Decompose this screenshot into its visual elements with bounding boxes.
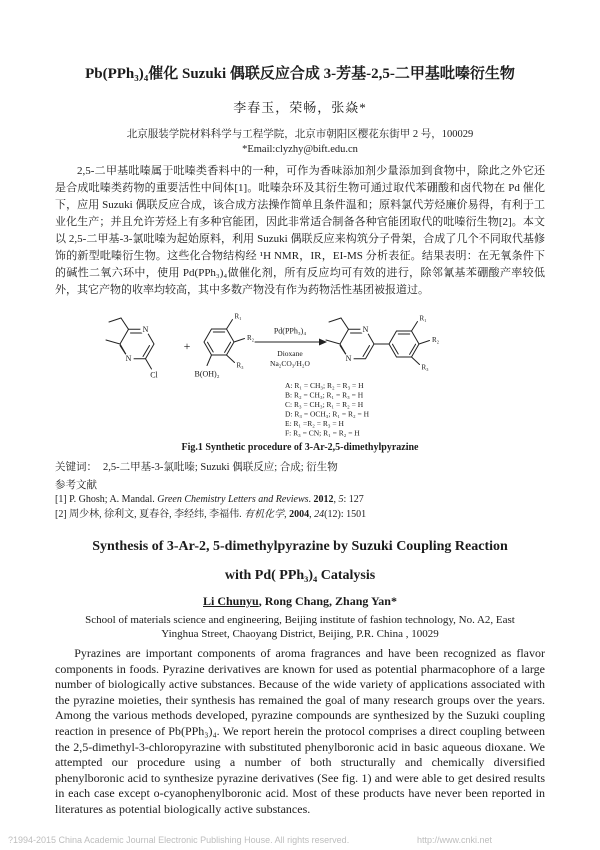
condition-a: A: R₁ = CH₃; R₂ = R₃ = H xyxy=(285,381,364,390)
ref-authors: [1] P. Ghosh; A. Mandal. xyxy=(55,494,158,505)
paper-title-en xyxy=(55,532,545,590)
authors-rest: , Rong Chang, Zhang Yan* xyxy=(258,594,397,608)
nitrogen-label: N xyxy=(142,324,149,334)
catalyst-label: Pd(PPh₃)₄ xyxy=(273,326,307,336)
reaction-arrow xyxy=(255,327,327,369)
r1-label: R₁ xyxy=(419,314,427,323)
references-heading: 参考文献 xyxy=(55,480,97,491)
condition-b: B: R₂ = CH₃; R₁ = R₃ = H xyxy=(285,390,364,400)
authors-zh: 李春玉，荣畅，张焱* xyxy=(233,100,367,115)
condition-e: E: R₁ =R₂ = R₃ = H xyxy=(285,419,344,428)
plus-sign: + xyxy=(183,339,191,353)
ref-journal: Green Chemistry Letters and Reviews xyxy=(157,494,309,505)
footer-url: http://www.cnki.net xyxy=(416,835,492,845)
condition-f: F: R₃ = CN; R₁ = R₂ = H xyxy=(285,428,360,438)
reference-item xyxy=(55,492,545,507)
nitrogen-label: N xyxy=(125,354,132,364)
ref-authors: [2] 周少林, 徐利文, 夏春谷, 李经纬, 李福伟. xyxy=(55,509,245,520)
author-first: Li Chunyu xyxy=(203,594,259,608)
figure-caption: Fig.1 Synthetic procedure of 3-Ar-2,5-dimethylpyrazine xyxy=(181,442,419,453)
abstract-en: Pyrazines are important components of aroma fragrances and have been recognized as flavor components in foods. Pyrazine derivatives are known for used as potential pharmacophore of a large number of biologically active substances. Because of the wide variety of applications associated with the pyrazine moieties, their synthesis has remained the goal of many research groups over the years. Among the various methods developed, pyrazine compounds are synthesized by the Suzuki coupling reaction in presence of Pb(PPh₃)₄. We report herein the protocol comprises a direct coupling between the 2,5-dimethyl-3-chloropyrazine with substituted phenylboronic acid in basic aqueous dioxane. We attempted our procedure using a number of both structurally and chemically diversified phenylboronic acid to synthesize pyrazine derivatives (See fig. 1) and were able to get desired results in each case except o-cyanophenylboronic acid. Most of these products have never been reported in literatures as potential biologically active substances. xyxy=(55,646,545,816)
condition-c: C: R₃ = CH₃; R₁ = R₂ = H xyxy=(285,400,364,409)
reaction-figure xyxy=(55,304,545,442)
solvent-label: Dioxane xyxy=(277,349,303,358)
footer-copyright: ?1994-2015 China Academic Journal Electronic Publishing House. All rights reserved. xyxy=(8,835,350,845)
ref-separator: , xyxy=(333,494,339,505)
r2-label: R₂ xyxy=(247,334,255,342)
product-structure xyxy=(326,315,440,372)
nitrogen-label: N xyxy=(362,324,369,334)
ref-volume: 5 xyxy=(338,494,344,505)
r3-label: R₃ xyxy=(421,363,429,372)
ref-year: 2004 xyxy=(289,509,310,520)
paper-title-zh: Pb(PPh₃)₄催化 Suzuki 偶联反应合成 3-芳基-2,5-二甲基吡嗪衍生物 xyxy=(85,66,515,82)
substituent-legend xyxy=(285,381,370,438)
reactant-pyrazine-structure xyxy=(106,318,159,380)
base-label: Na₂CO₃/H₂O xyxy=(270,359,310,368)
affiliation-zh: 北京服装学院材料科学与工程学院，北京市朝阳区樱花东街甲 2 号，100029 xyxy=(126,129,474,140)
email-line: *Email:clyzhy@bift.edu.cn xyxy=(242,144,358,155)
ref-pages: : 127 xyxy=(343,494,364,505)
title-en-line2: with Pd( PPh₃)₄ Catalysis xyxy=(224,568,376,583)
reference-item xyxy=(55,507,545,522)
phenylboronic-acid-structure xyxy=(194,313,254,379)
keywords-line xyxy=(55,459,545,474)
ref-pages: (12): 1501 xyxy=(324,509,367,520)
keywords-label: 关键词： xyxy=(55,462,97,473)
boronic-acid-label: B(OH)₂ xyxy=(194,369,220,379)
abstract-zh: 2,5-二甲基吡嗪属于吡嗪类香料中的一种，可作为香味添加剂少量添加到食物中，除此之外它还是合成吡嗪类药物的重要活性中间体[1]。吡嗪杂环及其衍生物可通过取代苯硼酸和卤代物在 Pd 催化下，应用 Suzuki 偶联反应合成，该合成方法操作简单且条件温和；原料氯代芳烃廉价易得，有利于工业化生产；并且允许芳烃上有多种官能团，因此非常适合制备各种官能团取代的吡嗪衍生物[2]。本文以 2,5-二甲基-3-氯吡嗪为起始原料，利用 Suzuki 偶联反应来构筑分子骨架，合成了几个不同取代基修饰的新型吡嗪衍生物。这些化合物结构经 ¹H NMR，IR，EI-MS 分析表征。结果表明：在无氧条件下的碱性二氧六环中，使用 Pd(PPh₃)₄做催化剂，所有反应均可有效的进行，除邻氰基苯硼酸产率较低外，其它产物的收率均较高，其中多数产物没有作为药物活性基团被报道过。 xyxy=(55,165,545,296)
page-footer xyxy=(8,835,492,845)
title-en-line1: Synthesis of 3-Ar-2, 5-dimethylpyrazine by Suzuki Coupling Reaction xyxy=(92,539,508,554)
r3-label: R₃ xyxy=(236,361,244,370)
authors-en xyxy=(55,594,545,609)
keywords-text: 2,5-二甲基-3-氯吡嗪; Suzuki 偶联反应; 合成; 衍生物 xyxy=(103,462,338,473)
nitrogen-label: N xyxy=(345,354,352,364)
reaction-scheme-svg xyxy=(95,304,485,442)
affiliation-en: School of materials science and engineering, Beijing institute of fashion technology, No. A2, East Yinghua Street, Chaoyang District, Beijing, P.R. China , 10029 xyxy=(85,614,515,640)
ref-separator: , xyxy=(284,509,290,520)
r1-label: R₁ xyxy=(234,312,242,321)
ref-volume: 24 xyxy=(314,509,325,520)
condition-d: D: R₃ = OCH₃; R₁ = R₂ = H xyxy=(285,409,369,419)
r2-label: R₂ xyxy=(432,336,440,344)
chlorine-label: Cl xyxy=(150,370,158,380)
ref-year: 2012 xyxy=(313,494,334,505)
ref-separator: . xyxy=(308,494,314,505)
ref-separator: , xyxy=(309,509,315,520)
ref-journal: 有机化学 xyxy=(244,509,285,520)
